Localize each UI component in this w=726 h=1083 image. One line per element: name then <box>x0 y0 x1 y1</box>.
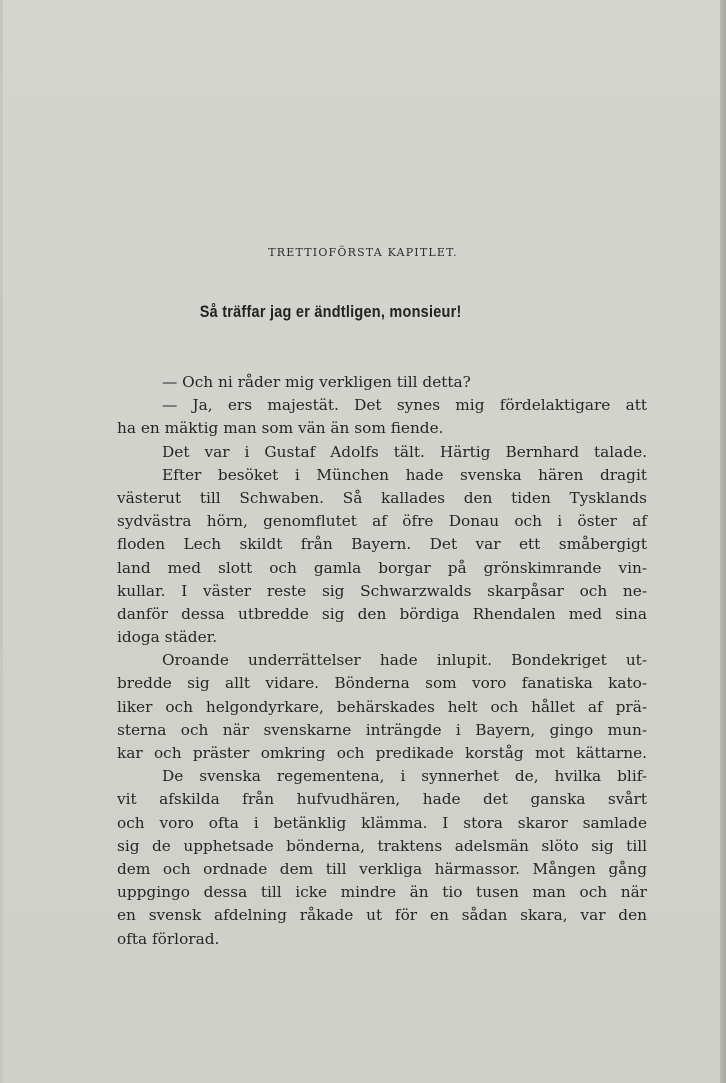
text-line: idoga städer. <box>117 628 218 647</box>
text-line: västerut till Schwaben. Så kallades den tiden Tysklands <box>117 488 647 507</box>
text-line: land med slott och gamla borgar på grönskimrande vin- <box>117 558 647 577</box>
text-line: bredde sig allt vidare. Bönderna som voro fanatiska kato- <box>117 674 647 693</box>
text-line: — Ja, ers majestät. Det synes mig fördelaktigare att <box>162 396 647 415</box>
text-line: dem och ordnade dem till verkliga härmassor. Mången gång <box>117 859 647 878</box>
text-line: en svensk afdelning råkade ut för en sådan skara, var den <box>117 906 647 925</box>
page-right-edge <box>720 0 726 1083</box>
text-line: Det var i Gustaf Adolfs tält. Härtig Bernhard talade. <box>162 442 647 461</box>
text-line: — Och ni råder mig verkligen till detta? <box>162 373 471 391</box>
page-left-edge <box>0 0 3 1083</box>
text-line: De svenska regementena, i synnerhet de, hvilka blif- <box>162 767 647 786</box>
text-line: ha en mäktig man som vän än som fiende. <box>117 419 444 438</box>
chapter-title: Så träffar jag er ändtligen, monsieur! <box>199 302 462 321</box>
text-line: uppgingo dessa till icke mindre än tio tusen man och när <box>117 883 647 902</box>
body-text <box>117 371 647 951</box>
text-line: sig de upphetsade bönderna, traktens adelsmän slöto sig till <box>117 836 647 855</box>
text-line: sydvästra hörn, genomflutet af öfre Donau och i öster af <box>117 512 647 531</box>
text-line: floden Lech skildt från Bayern. Det var ett småbergigt <box>117 535 647 554</box>
text-line: Oroande underrättelser hade inlupit. Bondekriget ut- <box>162 651 647 670</box>
text-line: och voro ofta i betänklig klämma. I stora skaror samlade <box>117 813 647 832</box>
text-line: vit afskilda från hufvudhären, hade det ganska svårt <box>117 790 647 809</box>
text-line: Efter besöket i München hade svenska hären dragit <box>162 465 647 484</box>
text-line: kullar. I väster reste sig Schwarzwalds skarpåsar och ne- <box>117 581 647 600</box>
text-line: ofta förlorad. <box>117 929 220 948</box>
text-line: sterna och när svenskarne inträngde i Bayern, gingo mun- <box>117 720 647 739</box>
chapter-heading: TRETTIOFÖRSTA KAPITLET. <box>268 246 458 259</box>
text-line: kar och präster omkring och predikade korståg mot kättarne. <box>117 744 647 762</box>
text-line: liker och helgondyrkare, behärskades helt och hållet af prä- <box>117 697 647 716</box>
text-line: danför dessa utbredde sig den bördiga Rhendalen med sina <box>117 604 647 623</box>
